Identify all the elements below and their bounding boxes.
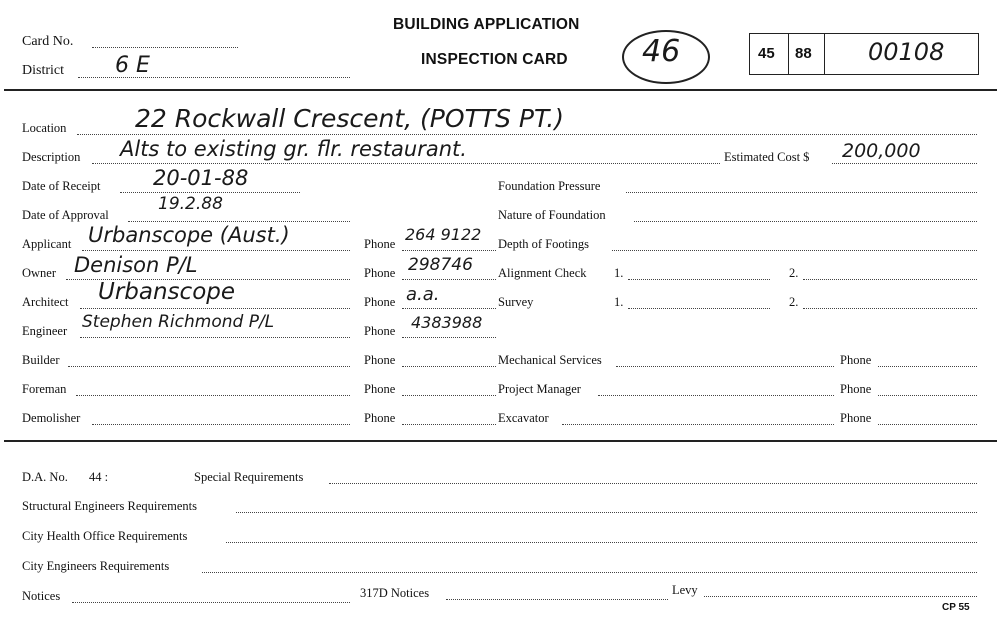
date-approval-label: Date of Approval [22,208,109,222]
alignment-num-1: 1. [614,266,624,280]
notices-317d-field[interactable] [446,599,668,600]
form-code: CP 55 [942,602,970,613]
date-receipt-label: Date of Receipt [22,179,101,193]
health-requirements-field[interactable] [226,542,977,543]
project-manager-label: Project Manager [498,382,581,396]
depth-footings-field[interactable] [612,250,977,251]
levy-field[interactable] [704,596,977,597]
owner-phone-label: Phone [364,266,396,280]
description-field[interactable] [92,163,720,164]
architect-label: Architect [22,295,69,309]
estimated-cost-value: 200,000 [842,140,921,162]
ref-box-a: 45 [758,45,775,62]
architect-value: Urbanscope [98,279,236,305]
applicant-phone-value: 264 9122 [405,225,482,244]
foreman-label: Foreman [22,382,67,396]
owner-phone-value: 298746 [408,255,473,275]
date-approval-value: 19.2.88 [158,194,223,214]
special-requirements-label: Special Requirements [194,470,304,484]
excavator-field[interactable] [562,424,834,425]
foundation-pressure-field[interactable] [626,192,977,193]
city-engineers-requirements-label: City Engineers Requirements [22,559,170,573]
date-receipt-value: 20-01-88 [153,166,249,190]
location-label: Location [22,121,67,135]
foreman-phone-label: Phone [364,382,396,396]
engineer-label: Engineer [22,324,68,338]
box-divider-2 [824,33,825,75]
architect-field[interactable] [80,308,350,309]
nature-foundation-label: Nature of Foundation [498,208,606,222]
health-requirements-label: City Health Office Requirements [22,529,188,543]
mechanical-services-label: Mechanical Services [498,353,602,367]
builder-phone-label: Phone [364,353,396,367]
applicant-value: Urbanscope (Aust.) [88,223,290,247]
applicant-phone-label: Phone [364,237,396,251]
architect-phone-field[interactable] [402,308,496,309]
mechanical-phone-label: Phone [840,353,872,367]
alignment-field-2[interactable] [803,279,977,280]
mechanical-services-field[interactable] [616,366,834,367]
mechanical-phone-field[interactable] [878,366,977,367]
demolisher-label: Demolisher [22,411,81,425]
alignment-check-label: Alignment Check [498,266,587,280]
alignment-num-2: 2. [789,266,799,280]
notices-field[interactable] [72,602,350,603]
date-approval-field[interactable] [128,221,350,222]
demolisher-phone-field[interactable] [402,424,496,425]
survey-num-1: 1. [614,295,624,309]
excavator-label: Excavator [498,411,549,425]
notices-317d-label: 317D Notices [360,586,430,600]
section-divider [4,440,997,442]
levy-label: Levy [672,583,698,597]
da-no-value: 44 : [89,470,109,484]
excavator-phone-field[interactable] [878,424,977,425]
box-divider-1 [788,33,789,75]
owner-value: Denison P/L [74,253,198,277]
demolisher-phone-label: Phone [364,411,396,425]
owner-phone-field[interactable] [402,279,496,280]
engineer-phone-field[interactable] [402,337,496,338]
depth-footings-label: Depth of Footings [498,237,589,251]
district-label: District [22,63,64,78]
title-line-1: BUILDING APPLICATION [393,16,580,33]
ref-box-b: 88 [795,45,812,62]
engineer-phone-value: 4383988 [411,313,483,332]
special-requirements-field[interactable] [329,483,977,484]
owner-label: Owner [22,266,57,280]
engineer-field[interactable] [80,337,350,338]
project-manager-phone-field[interactable] [878,395,977,396]
survey-field-1[interactable] [628,308,770,309]
structural-requirements-label: Structural Engineers Requirements [22,499,197,513]
architect-phone-value: a.a. [406,284,440,305]
applicant-field[interactable] [82,250,350,251]
nature-foundation-field[interactable] [634,221,977,222]
date-receipt-field[interactable] [120,192,300,193]
demolisher-field[interactable] [92,424,350,425]
survey-field-2[interactable] [803,308,977,309]
foreman-field[interactable] [76,395,350,396]
location-field[interactable] [77,134,977,135]
project-manager-phone-label: Phone [840,382,872,396]
builder-phone-field[interactable] [402,366,496,367]
reference-box [749,33,979,75]
ref-box-c: 00108 [868,38,945,66]
location-value: 22 Rockwall Crescent, (POTTS PT.) [135,104,565,133]
header-divider [4,89,997,91]
description-label: Description [22,150,81,164]
card-no-label: Card No. [22,34,74,49]
estimated-cost-label: Estimated Cost $ [724,150,810,164]
notices-label: Notices [22,589,61,603]
applicant-phone-field[interactable] [402,250,496,251]
structural-requirements-field[interactable] [236,512,977,513]
description-value: Alts to existing gr. flr. restaurant. [120,137,467,161]
foreman-phone-field[interactable] [402,395,496,396]
engineer-phone-label: Phone [364,324,396,338]
title-line-2: INSPECTION CARD [421,51,568,68]
survey-num-2: 2. [789,295,799,309]
card-no-field[interactable] [92,47,238,48]
applicant-label: Applicant [22,237,72,251]
project-manager-field[interactable] [598,395,834,396]
estimated-cost-field[interactable] [832,163,977,164]
excavator-phone-label: Phone [840,411,872,425]
alignment-field-1[interactable] [628,279,770,280]
builder-field[interactable] [68,366,350,367]
city-engineers-requirements-field[interactable] [202,572,977,573]
survey-label: Survey [498,295,534,309]
district-value: 6 E [115,53,150,78]
da-no-label: D.A. No. [22,470,68,484]
engineer-value: Stephen Richmond P/L [82,312,275,332]
foundation-pressure-label: Foundation Pressure [498,179,601,193]
architect-phone-label: Phone [364,295,396,309]
builder-label: Builder [22,353,60,367]
circled-number: 46 [642,34,681,69]
